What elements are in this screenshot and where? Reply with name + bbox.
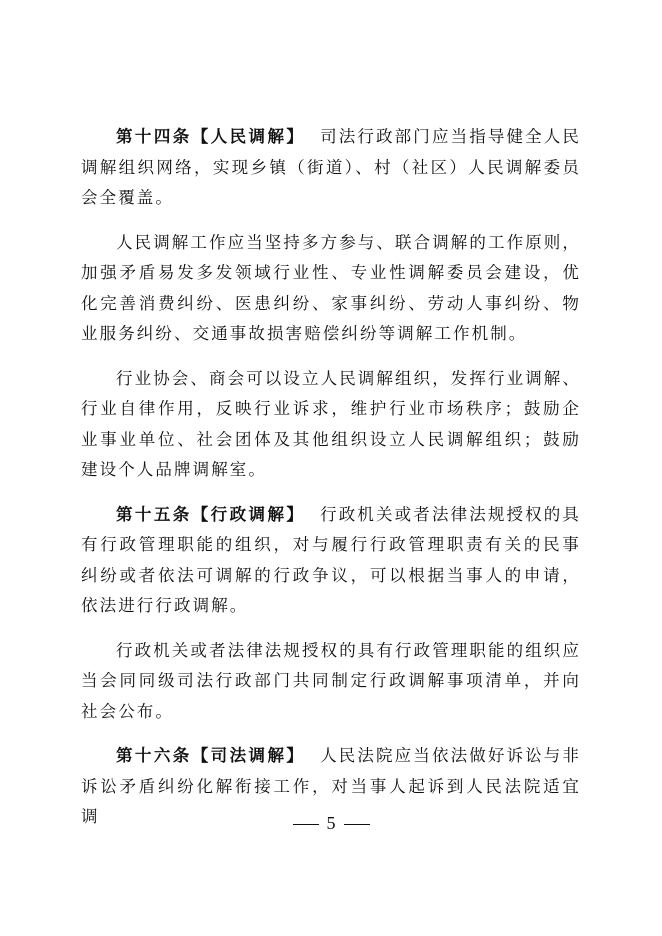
- paragraph-administrative-list: [81, 636, 581, 728]
- paragraph-text: 人民调解工作应当坚持多方参与、联合调解的工作原则，加强矛盾易发多发领域行业性、专业性调解委员会建设，优化完善消费纠纷、医患纠纷、家事纠纷、劳动人事纠纷、物业服务纠纷、交通事故损害赔偿纠纷等调解工作机制。: [81, 232, 581, 343]
- paragraph-mediation-principle: [81, 228, 581, 350]
- paragraph-article-15: [81, 500, 581, 622]
- page-number: 5: [326, 813, 336, 833]
- page-footer: [0, 813, 662, 834]
- document-body: [81, 122, 581, 847]
- paragraph-text: 行业协会、商会可以设立人民调解组织，发挥行业调解、行业自律作用，反映行业诉求，维护行业市场秩序；鼓励企业事业单位、社会团体及其他组织设立人民调解组织；鼓励建设个人品牌调解室。: [81, 368, 581, 479]
- paragraph-industry-associations: [81, 364, 581, 486]
- paragraph-text: 司法行政部门应当指导健全人民调解组织网络，实现乡镇（街道）、村（社区）人民调解委员会全覆盖。: [81, 127, 581, 207]
- article-heading: 第十四条【人民调解】: [116, 127, 306, 146]
- paragraph-text: 行政机关或者法律法规授权的具有行政管理职能的组织，对与履行行政管理职责有关的民事纠纷或者依法可调解的行政争议，可以根据当事人的申请，依法进行行政调解。: [81, 504, 581, 615]
- paragraph-article-14: [81, 122, 581, 214]
- article-heading: 第十五条【行政调解】: [116, 504, 306, 524]
- paragraph-text: 人民法院应当依法做好诉讼与非诉讼矛盾纠纷化解衔接工作，对当事人起诉到人民法院适宜调: [81, 746, 581, 826]
- footer-dash-right: [344, 824, 370, 825]
- paragraph-text: 行政机关或者法律法规授权的具有行政管理职能的组织应当会同同级司法行政部门共同制定行政调解事项清单，并向社会公布。: [81, 640, 581, 721]
- footer-dash-left: [293, 824, 319, 825]
- article-heading: 第十六条【司法调解】: [116, 746, 306, 765]
